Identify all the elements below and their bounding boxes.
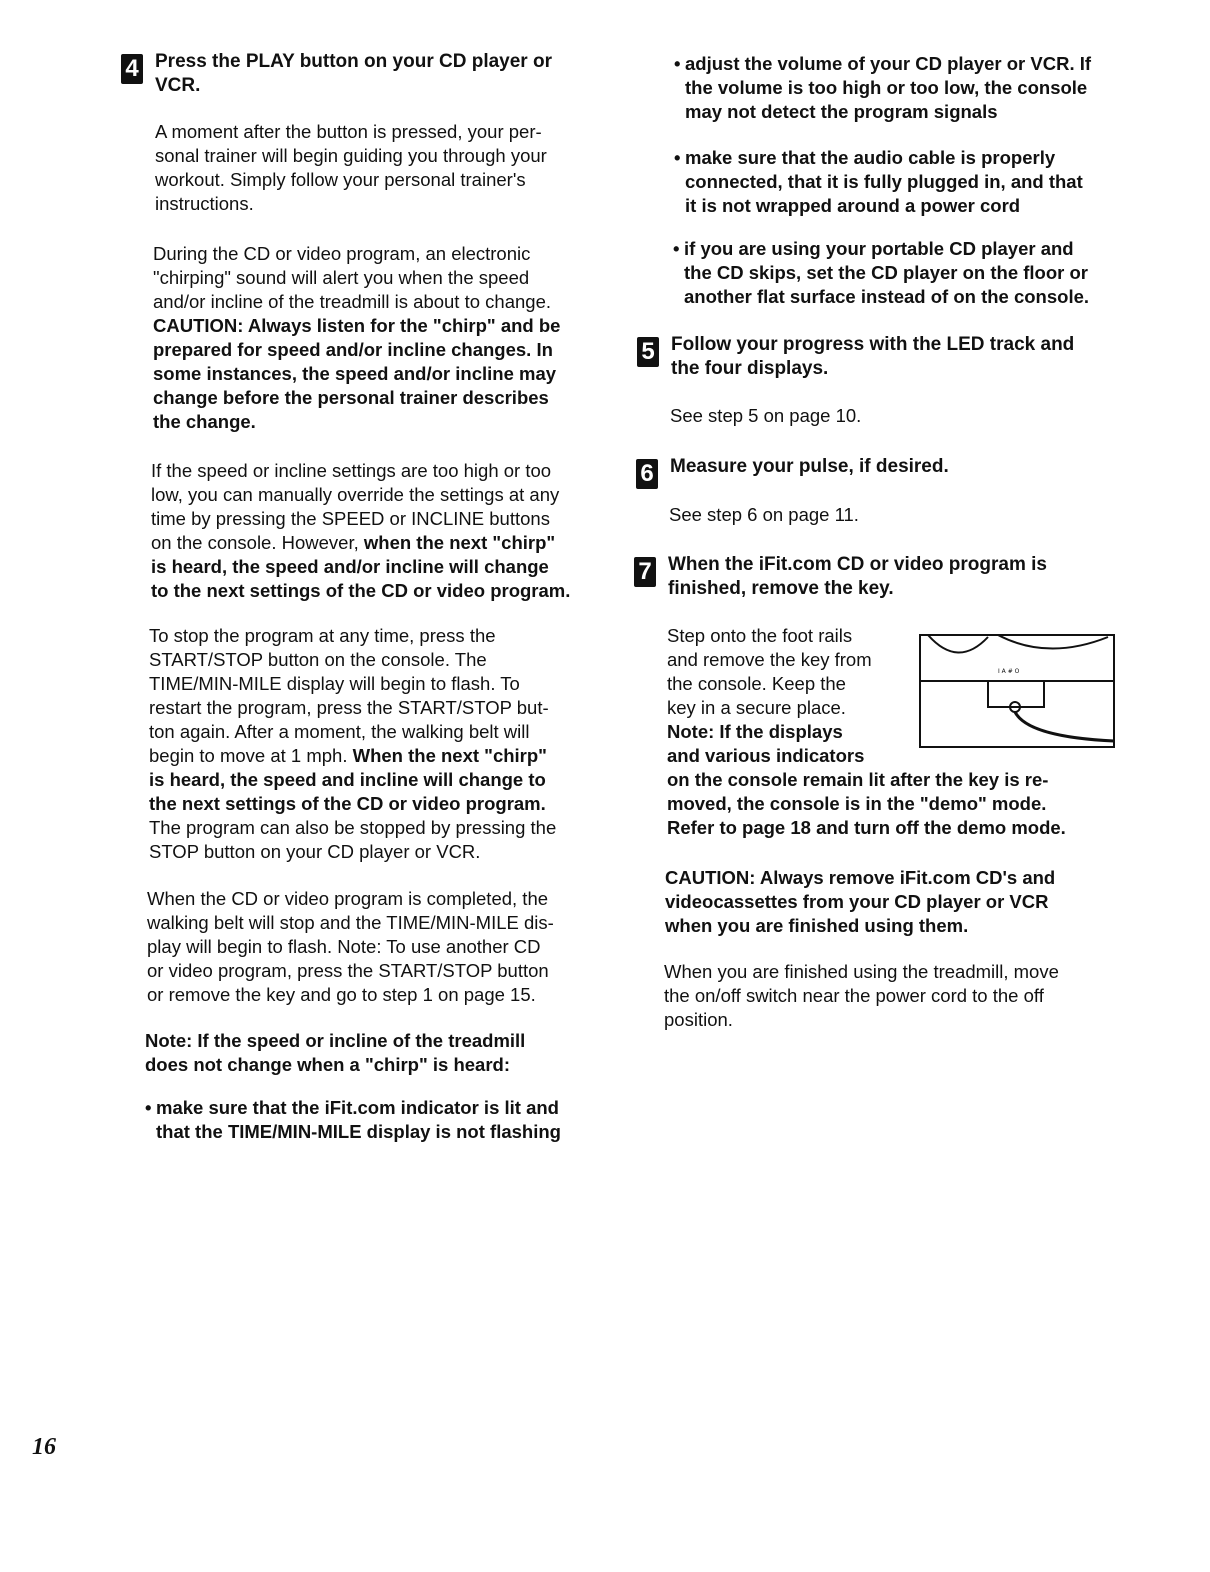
power-switch-text: When you are finished using the treadmill, move the on/off switch near the power cord to the off position. [664,961,1059,1030]
step-7-instructions: Step onto the foot rails and remove the key from the console. Keep the key in a secure place. Note: If the displays and various indicators on the console remain lit after the key is re- moved, the console is in the "demo" mode. Refer to page 18 and turn off the demo mode. [667,625,1066,838]
page-number: 16 [32,1434,56,1460]
step-7-badge: 7 [634,557,656,587]
step-4-paragraph-4: To stop the program at any time, press the START/STOP button on the console. The TIME/MIN-MILE display will begin to flash. To restart the program, press the START/STOP but- ton again. After a moment, the walking belt will begin to move at 1 mph. When the next "chirp" is heard, the speed and incline will change to the next settings of the CD or video program. The program can also be stopped by pressing the STOP button on your CD player or VCR. [149,625,557,862]
step-5-heading: Follow your progress with the LED track and the four displays. [671,334,1075,379]
step-5-badge: 5 [637,337,659,367]
console-key-illustration [918,629,1118,758]
svg-text:I A # O: I A # O [998,668,1020,675]
caution-remove-cds: CAUTION: Always remove iFit.com CD's and videocassettes from your CD player or VCR when you are finished using them. [665,867,1056,936]
bullet-ifit-indicator: • make sure that the iFit.com indicator is lit and that the TIME/MIN-MILE display is not flashing [145,1097,561,1142]
step-4-paragraph-1: A moment after the button is pressed, your per- sonal trainer will begin guiding you through your workout. Simply follow your personal trainer's instructions. [155,121,547,214]
bullet-cd-skips: • if you are using your portable CD player and the CD skips, set the CD player on the floor or another flat surface instead of on the console. [673,238,1090,307]
chirp-note: Note: If the speed or incline of the treadmill does not change when a "chirp" is heard: [145,1030,526,1075]
step-4-paragraph-2: During the CD or video program, an electronic "chirping" sound will alert you when the speed and/or incline of the treadmill is about to change. CAUTION: Always listen for the "chirp" and be prepared for speed and/or incline changes. In some instances, the speed and/or incline may change before the personal trainer describes the change. [153,243,561,432]
step-4-paragraph-5: When the CD or video program is completed, the walking belt will stop and the TIME/MIN-MILE dis- play will begin to flash. Note: To use another CD or video program, press the START/STOP button or remove the key and go to step 1 on page 15. [147,888,554,1005]
step-4-badge: 4 [121,54,143,84]
step-4-heading: Press the PLAY button on your CD player or VCR. [155,51,552,96]
step-7-heading: When the iFit.com CD or video program is finished, remove the key. [668,554,1047,599]
step-6-heading: Measure your pulse, if desired. [670,456,949,477]
bullet-adjust-volume: • adjust the volume of your CD player or VCR. If the volume is too high or too low, the console may not detect the program signals [674,53,1092,122]
bullet-audio-cable: • make sure that the audio cable is properly connected, that it is fully plugged in, and that it is not wrapped around a power cord [674,147,1083,216]
caution-chirp: CAUTION: Always listen for the "chirp" and be prepared for speed and/or incline changes. In some instances, the speed and/or incline may change before the personal trainer describes the change. [153,315,561,432]
step-5-text: See step 5 on page 10. [670,405,862,426]
step-6-badge: 6 [636,459,658,489]
step-4-paragraph-3: If the speed or incline settings are too high or too low, you can manually override the settings at any time by pressing the SPEED or INCLINE buttons on the console. However, when the next "chirp" is heard, the speed and/or incline will change to the next settings of the CD or video program. [151,460,571,601]
step-6-text: See step 6 on page 11. [669,504,859,525]
